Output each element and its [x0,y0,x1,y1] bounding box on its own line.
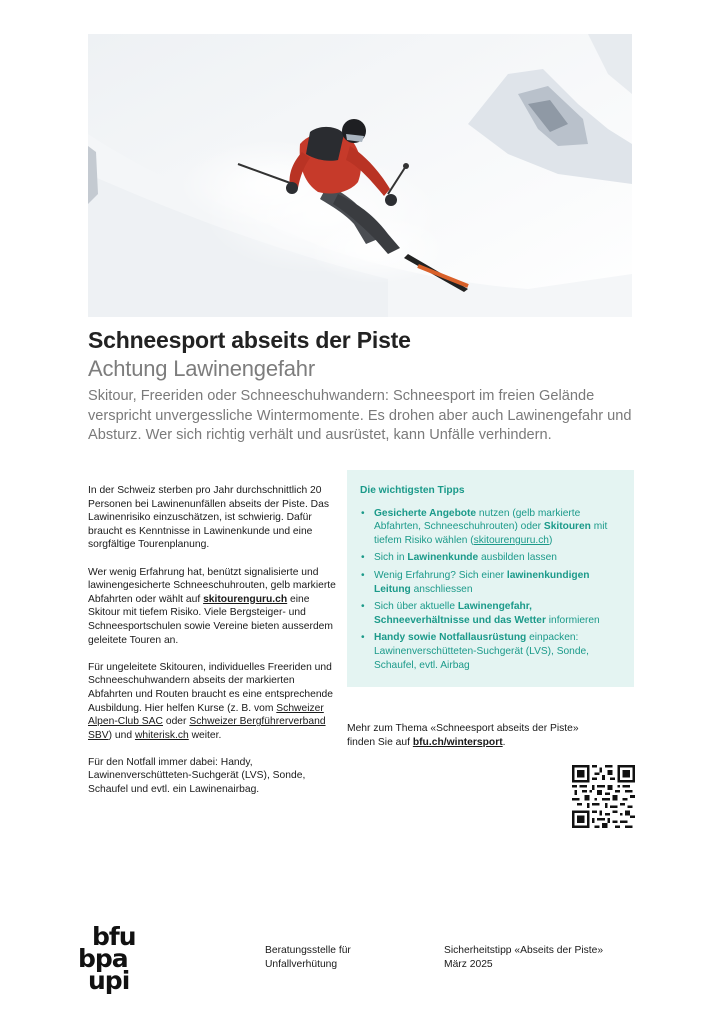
sbv-link[interactable]: Schweizer Bergführerverband SBV [88,716,326,741]
footer-line: März 2025 [444,959,493,970]
qr-code[interactable] [572,765,635,828]
tip-emphasis: Lawinenkunde [407,552,479,564]
whiterisk-link[interactable]: whiterisk.ch [134,729,189,741]
tip-item [360,569,620,596]
tips-title: Die wichtigsten Tipps [360,485,465,496]
skitourenguru-link[interactable]: skitourenguru.ch [203,593,288,605]
text-span: ) [548,534,553,546]
tips-box [347,470,634,687]
sac-link[interactable]: Schweizer Alpen-Club SAC [88,702,324,728]
body-paragraph-1: In der Schweiz sterben pro Jahr durchschnittlich 20 Personen bei Lawinenunfällen abseits der Piste. Das Lawinenrisiko einzuschätzen, ist schwierig. Dafür braucht es Kenntnisse in Lawinenkunde und eine sorgfältige Tourenplanung. [88,485,329,551]
text-span: oder [162,716,190,728]
tip-emphasis: Skitouren [543,521,591,533]
skier-illustration [88,34,632,317]
more-info-line: Mehr zum Thema «Schneesport abseits der Piste» [347,723,579,734]
text-span: Wenig Erfahrung? Sich einer [374,569,507,581]
body-paragraph-3 [88,661,338,743]
text-span: ) und [108,729,135,741]
text-span: finden Sie auf [347,736,413,748]
tip-item [360,600,620,627]
text-span: einpacken: Lawinenverschütteten-Suchgerät (LVS), Sonde, Schaufel, evtl. Airbag [374,632,590,671]
page-title: Schneesport abseits der Piste [88,327,411,353]
tip-item [360,631,620,672]
tip-emphasis: lawinenkundigen Leitung [374,569,590,595]
text-span: Für ungeleitete Skitouren, individuelles Freeriden und Schneeschuhwandern abseits der markierten Abfahrten und Routen braucht es eine entsprechende Ausbildung. Hier helfen Kurse (z. B. vom [88,661,334,714]
footer-line: Unfallverhütung [265,959,338,970]
text-span: Wer wenig Erfahrung hat, benützt signalisierte und lawinengesicherte Schneeschuhrouten, gelb markierte Abfahrten oder wählt auf [88,566,336,605]
tip-emphasis: Lawinengefahr, Schneeverhältnisse und das Wetter [374,601,546,626]
logo-line: bfu [92,922,136,951]
more-info [347,722,627,749]
tip-item [360,551,620,565]
hero-photo [88,34,632,317]
body-paragraph-4: Für den Notfall immer dabei: Handy, Lawinenverschütteten-Suchgerät (LVS), Sonde, Schaufel und evtl. ein Lawinenairbag. [88,756,306,796]
tip-item [360,507,620,548]
tip-emphasis: Handy sowie Notfallausrüstung [374,632,527,644]
text-span: nutzen (gelb markierte Abfahrten, Schneeschuhrouten) oder [374,507,581,533]
body-column-left [88,484,338,810]
tip-emphasis: Gesicherte Angebote [374,507,477,519]
text-span: weiter. [188,729,222,741]
text-span: mit tiefem Risiko wählen ( [374,521,608,546]
text-span: informieren [545,614,600,626]
footer-tip-info [444,944,603,972]
page-subtitle: Achtung Lawinengefahr [88,356,315,381]
skitourenguru-tip-link[interactable]: skitourenguru.ch [473,534,549,546]
footer-organization [265,944,351,972]
text-span: ausbilden lassen [478,552,557,564]
text-span: eine Skitour mit tiefem Risiko. Viele Bergsteiger- und Schneesportschulen sowie Vereine bieten ausserdem geleitete Touren an. [88,593,333,646]
text-span: Sich in [374,552,408,564]
body-paragraph-2 [88,566,338,648]
lead-paragraph: Skitour, Freeriden oder Schneeschuhwandern: Schneesport im freien Gelände verspricht unvergessliche Wintermomente. Es drohen aber auch Lawinengefahr und Absturz. Wer sich richtig verhält und ausrüstet, kann Unfälle verhindern. [88,388,632,443]
bfu-wintersport-link[interactable]: bfu.ch/wintersport [412,736,503,748]
footer-line: Beratungsstelle für [265,945,351,956]
text-span: . [502,736,506,748]
logo-line: upi [88,966,130,995]
bfu-logo [78,922,158,1000]
logo-line: bpa [78,944,128,973]
text-span: Sich über aktuelle [374,601,458,613]
footer-line: Sicherheitstipp «Abseits der Piste» [444,945,604,956]
text-span: anschliessen [410,583,473,595]
tips-list [360,507,620,673]
